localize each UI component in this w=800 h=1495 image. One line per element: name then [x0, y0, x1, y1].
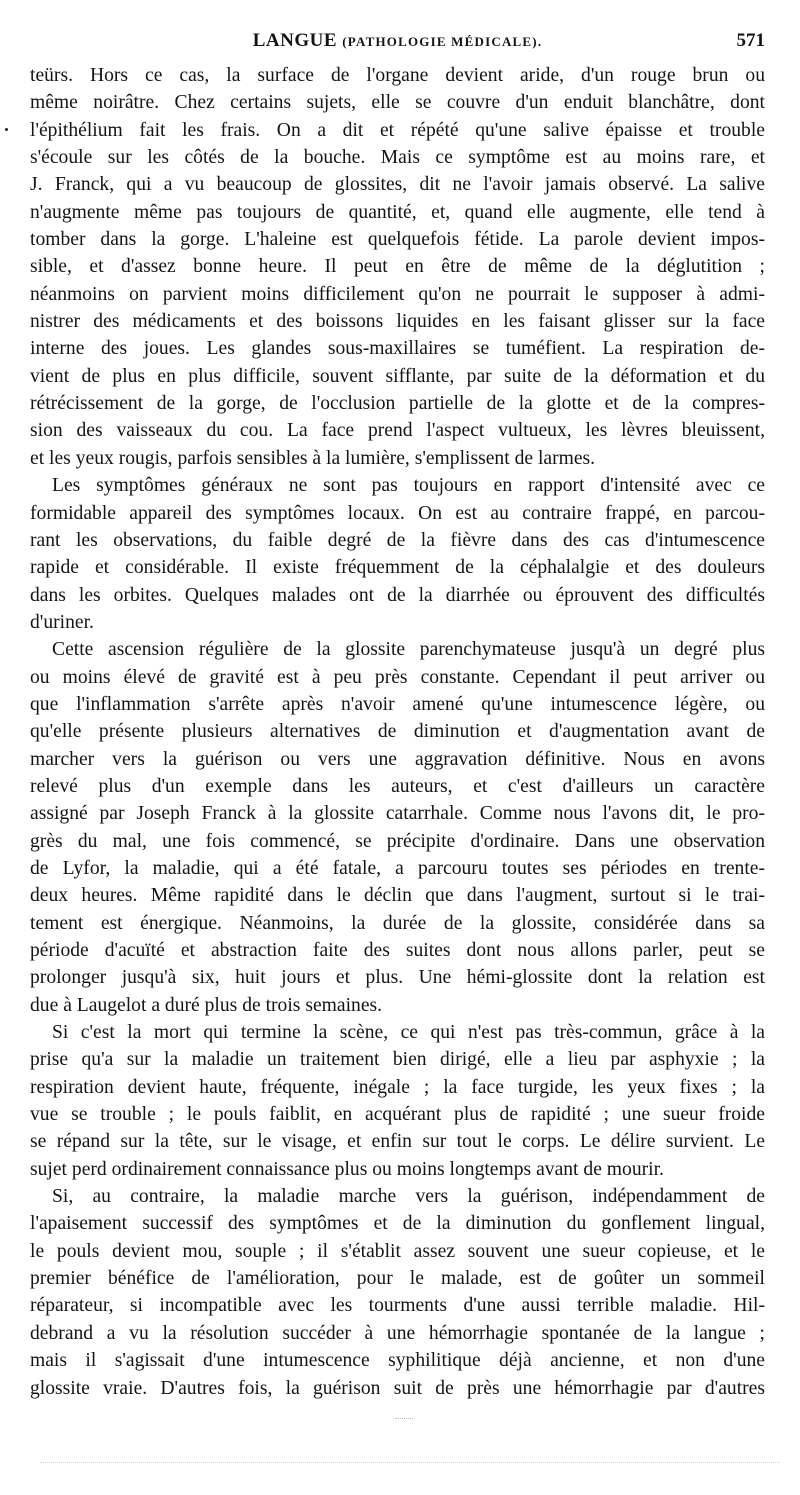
paragraph-start-line: Les symptômes généraux ne sont pas toujours en rapport d'intensité avec ce: [52, 475, 765, 497]
text-line: l'épithélium fait les frais. On a dit et répété qu'une salive épaisse et trouble: [30, 119, 765, 141]
text-line: nistrer des médicaments et des boissons liquides en les faisant glisser sur la face: [30, 311, 765, 333]
margin-mark: [5, 128, 8, 131]
running-title: [30, 30, 765, 52]
text-line: ou moins élevé de gravité est à peu près constante. Cependant il peut arriver ou: [30, 666, 765, 688]
running-title-main: LANGUE: [252, 30, 338, 51]
text-line: rétrécissement de la gorge, de l'occlusion partielle de la glotte et de la compres-: [30, 393, 765, 415]
text-line: due à Laugelot a duré plus de trois semaines.: [30, 994, 383, 1016]
page-number: 571: [736, 30, 765, 51]
text-line: tomber dans la gorge. L'haleine est quelquefois fétide. La parole devient impos-: [30, 229, 765, 251]
text-line: prolonger jusqu'à six, huit jours et plus. Une hémi-glossite dont la relation est: [30, 967, 765, 989]
text-line: sion des vaisseaux du cou. La face prend l'aspect vultueux, les lèvres bleuissent,: [30, 420, 765, 442]
text-line: J. Franck, qui a vu beaucoup de glossites, dit ne l'avoir jamais observé. La salive: [30, 174, 765, 196]
text-line: premier bénéfice de l'amélioration, pour le malade, est de goûter un sommeil: [30, 1268, 765, 1290]
running-header: [30, 30, 765, 56]
text-line: réparateur, si incompatible avec les tourments d'une aussi terrible maladie. Hil-: [30, 1295, 765, 1317]
text-line: sujet perd ordinairement connaissance plus ou moins longtemps avant de mourir.: [30, 1158, 664, 1180]
text-line: marcher vers la guérison ou vers une aggravation définitive. Nous en avons: [30, 748, 765, 770]
text-line: interne des joues. Les glandes sous-maxillaires se tuméfient. La respiration de-: [30, 338, 765, 360]
text-line: même noirâtre. Chez certains sujets, elle se couvre d'un enduit blanchâtre, dont: [30, 92, 765, 114]
text-line: l'apaisement successif des symptômes et de la diminution du gonflement lingual,: [30, 1213, 765, 1235]
paragraph-start-line: Si, au contraire, la maladie marche vers la guérison, indépendamment de: [52, 1186, 765, 1208]
text-line: sible, et d'assez bonne heure. Il peut en être de même de la déglutition ;: [30, 256, 765, 278]
running-title-sub: (PATHOLOGIE MÉDICALE).: [342, 34, 543, 49]
text-line: rant les observations, du faible degré de la fièvre dans des cas d'intumescence: [30, 529, 765, 551]
text-line: vient de plus en plus difficile, souvent sifflante, par suite de la déformation et du: [30, 365, 765, 387]
text-line: qu'elle présente plusieurs alternatives de diminution et d'augmentation avant de: [30, 721, 765, 743]
text-line: s'écoule sur les côtés de la bouche. Mais ce symptôme est au moins rare, et: [30, 147, 765, 169]
scan-bleedthrough: [40, 1462, 780, 1465]
text-line: de Lyfor, la maladie, qui a été fatale, a parcouru toutes ses périodes en trente-: [30, 857, 765, 879]
text-line: néanmoins on parvient moins difficilement qu'on ne pourrait le supposer à admi-: [30, 283, 765, 305]
text-line: debrand a vu la résolution succéder à une hémorrhagie spontanée de la langue ;: [30, 1322, 765, 1344]
text-line: d'uriner.: [30, 611, 94, 633]
text-line: se répand sur la tête, sur le visage, et enfin sur tout le corps. Le délire survient. Le: [30, 1131, 765, 1153]
text-line: rapide et considérable. Il existe fréquemment de la céphalalgie et des douleurs: [30, 557, 765, 579]
text-line: teürs. Hors ce cas, la surface de l'organe devient aride, d'un rouge brun ou: [30, 65, 765, 86]
text-line: glossite vraie. D'autres fois, la guérison suit de près une hémorrhagie par d'autres: [30, 1377, 765, 1399]
text-line: que l'inflammation s'arrête après n'avoir amené qu'une intumescence légère, ou: [30, 693, 765, 715]
text-line: deux heures. Même rapidité dans le déclin que dans l'augment, surtout si le trai-: [30, 885, 765, 907]
text-line: et les yeux rougis, parfois sensibles à la lumière, s'emplissent de larmes.: [30, 447, 596, 469]
scan-artifact: [395, 1418, 413, 1420]
body-text: [30, 62, 765, 1402]
text-line: respiration devient haute, fréquente, inégale ; la face turgide, les yeux fixes ; la: [30, 1076, 765, 1098]
text-line: dans les orbites. Quelques malades ont de la diarrhée ou éprouvent des difficultés: [30, 584, 765, 606]
text-line: le pouls devient mou, souple ; il s'établit assez souvent une sueur copieuse, et le: [30, 1240, 765, 1262]
text-line: assigné par Joseph Franck à la glossite catarrhale. Comme nous l'avons dit, le pro-: [30, 803, 765, 825]
text-line: mais il s'agissait d'une intumescence syphilitique déjà ancienne, et non d'une: [30, 1350, 765, 1372]
text-line: formidable appareil des symptômes locaux. On est au contraire frappé, en parcou-: [30, 502, 765, 524]
text-line: prise qu'a sur la maladie un traitement bien dirigé, elle a lieu par asphyxie ; la: [30, 1049, 765, 1071]
text-line: grès du mal, une fois commencé, se précipite d'ordinaire. Dans une observation: [30, 830, 765, 852]
text-line: tement est énergique. Néanmoins, la durée de la glossite, considérée dans sa: [30, 912, 765, 934]
paragraph-start-line: Cette ascension régulière de la glossite parenchymateuse jusqu'à un degré plus: [52, 639, 765, 661]
text-line: n'augmente même pas toujours de quantité, et, quand elle augmente, elle tend à: [30, 201, 765, 223]
text-line: relevé plus d'un exemple dans les auteurs, et c'est d'ailleurs un caractère: [30, 775, 765, 797]
text-line: vue se trouble ; le pouls faiblit, en acquérant plus de rapidité ; une sueur froide: [30, 1104, 765, 1126]
text-line: période d'acuïté et abstraction faite des suites dont nous allons parler, peut se: [30, 940, 765, 961]
paragraph-start-line: Si c'est la mort qui termine la scène, ce qui n'est pas très-commun, grâce à la: [52, 1022, 765, 1044]
